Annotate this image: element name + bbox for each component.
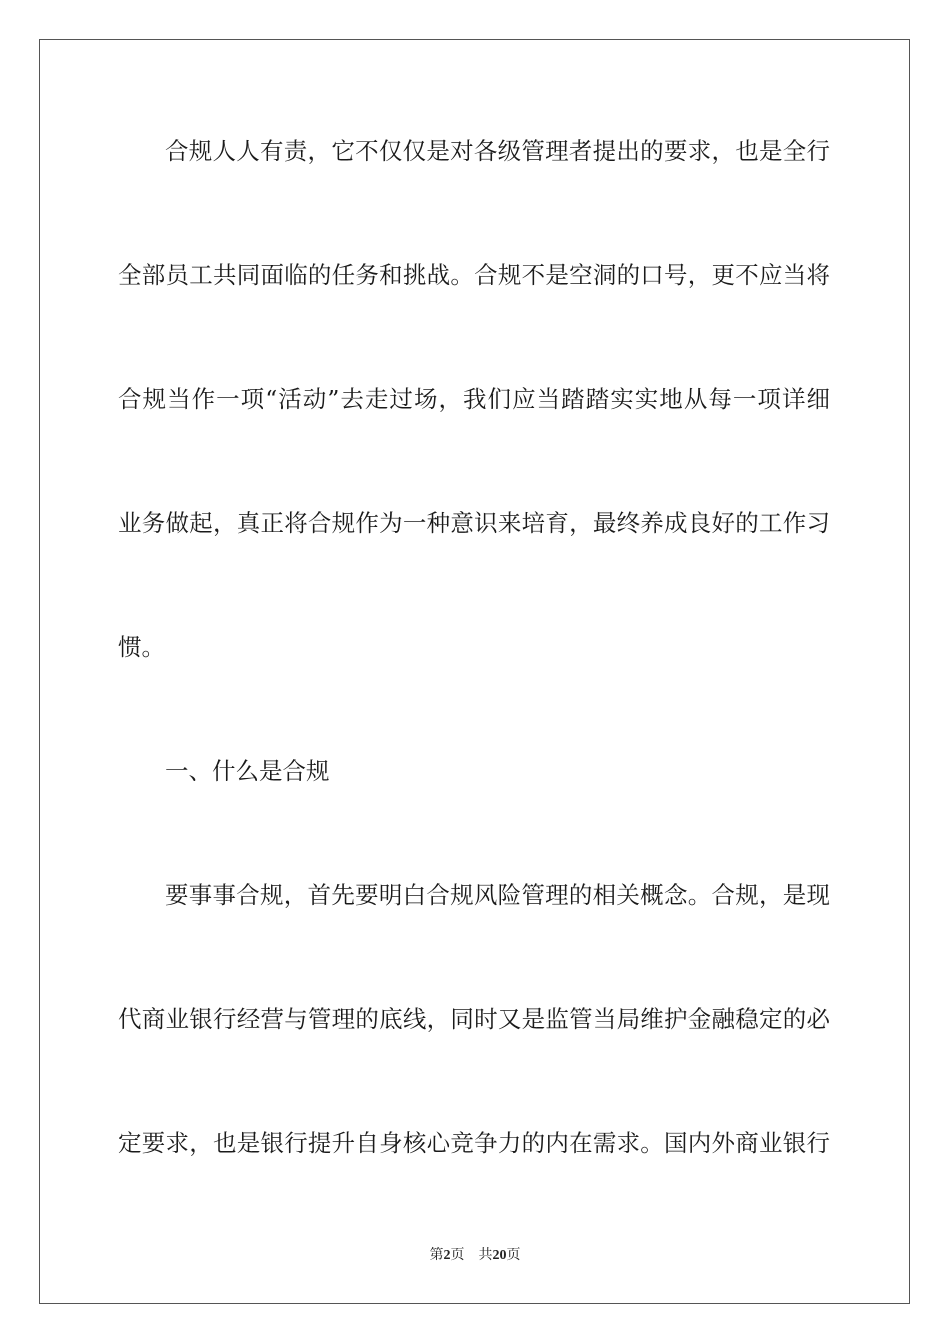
page-border — [39, 39, 910, 1304]
paragraph-line-2: 全部员工共同面临的任务和挑战。合规不是空洞的口号，更不应当将 — [118, 261, 830, 289]
paragraph-line-5: 惯。 — [118, 633, 165, 661]
section-heading: 一、什么是合规 — [165, 757, 330, 785]
paragraph-line-1: 合规人人有责，它不仅仅是对各级管理者提出的要求，也是全行 — [165, 137, 830, 165]
footer-mid: 页 共 — [450, 1247, 493, 1263]
paragraph-line-8: 定要求，也是银行提升自身核心竞争力的内在需求。国内外商业银行 — [118, 1129, 830, 1157]
footer-total-pages: 20 — [492, 1248, 507, 1263]
paragraph-line-4: 业务做起，真正将合规作为一种意识来培育，最终养成良好的工作习 — [118, 509, 830, 537]
page-footer — [0, 1246, 950, 1265]
footer-prefix: 第 — [429, 1247, 444, 1263]
paragraph-line-6: 要事事合规，首先要明白合规风险管理的相关概念。合规，是现 — [165, 881, 830, 909]
paragraph-line-3: 合规当作一项“活动”去走过场，我们应当踏踏实实地从每一项详细 — [118, 385, 830, 413]
footer-page-number: 2 — [443, 1248, 451, 1263]
paragraph-line-7: 代商业银行经营与管理的底线，同时又是监管当局维护金融稳定的必 — [118, 1005, 830, 1033]
footer-suffix: 页 — [506, 1247, 521, 1263]
